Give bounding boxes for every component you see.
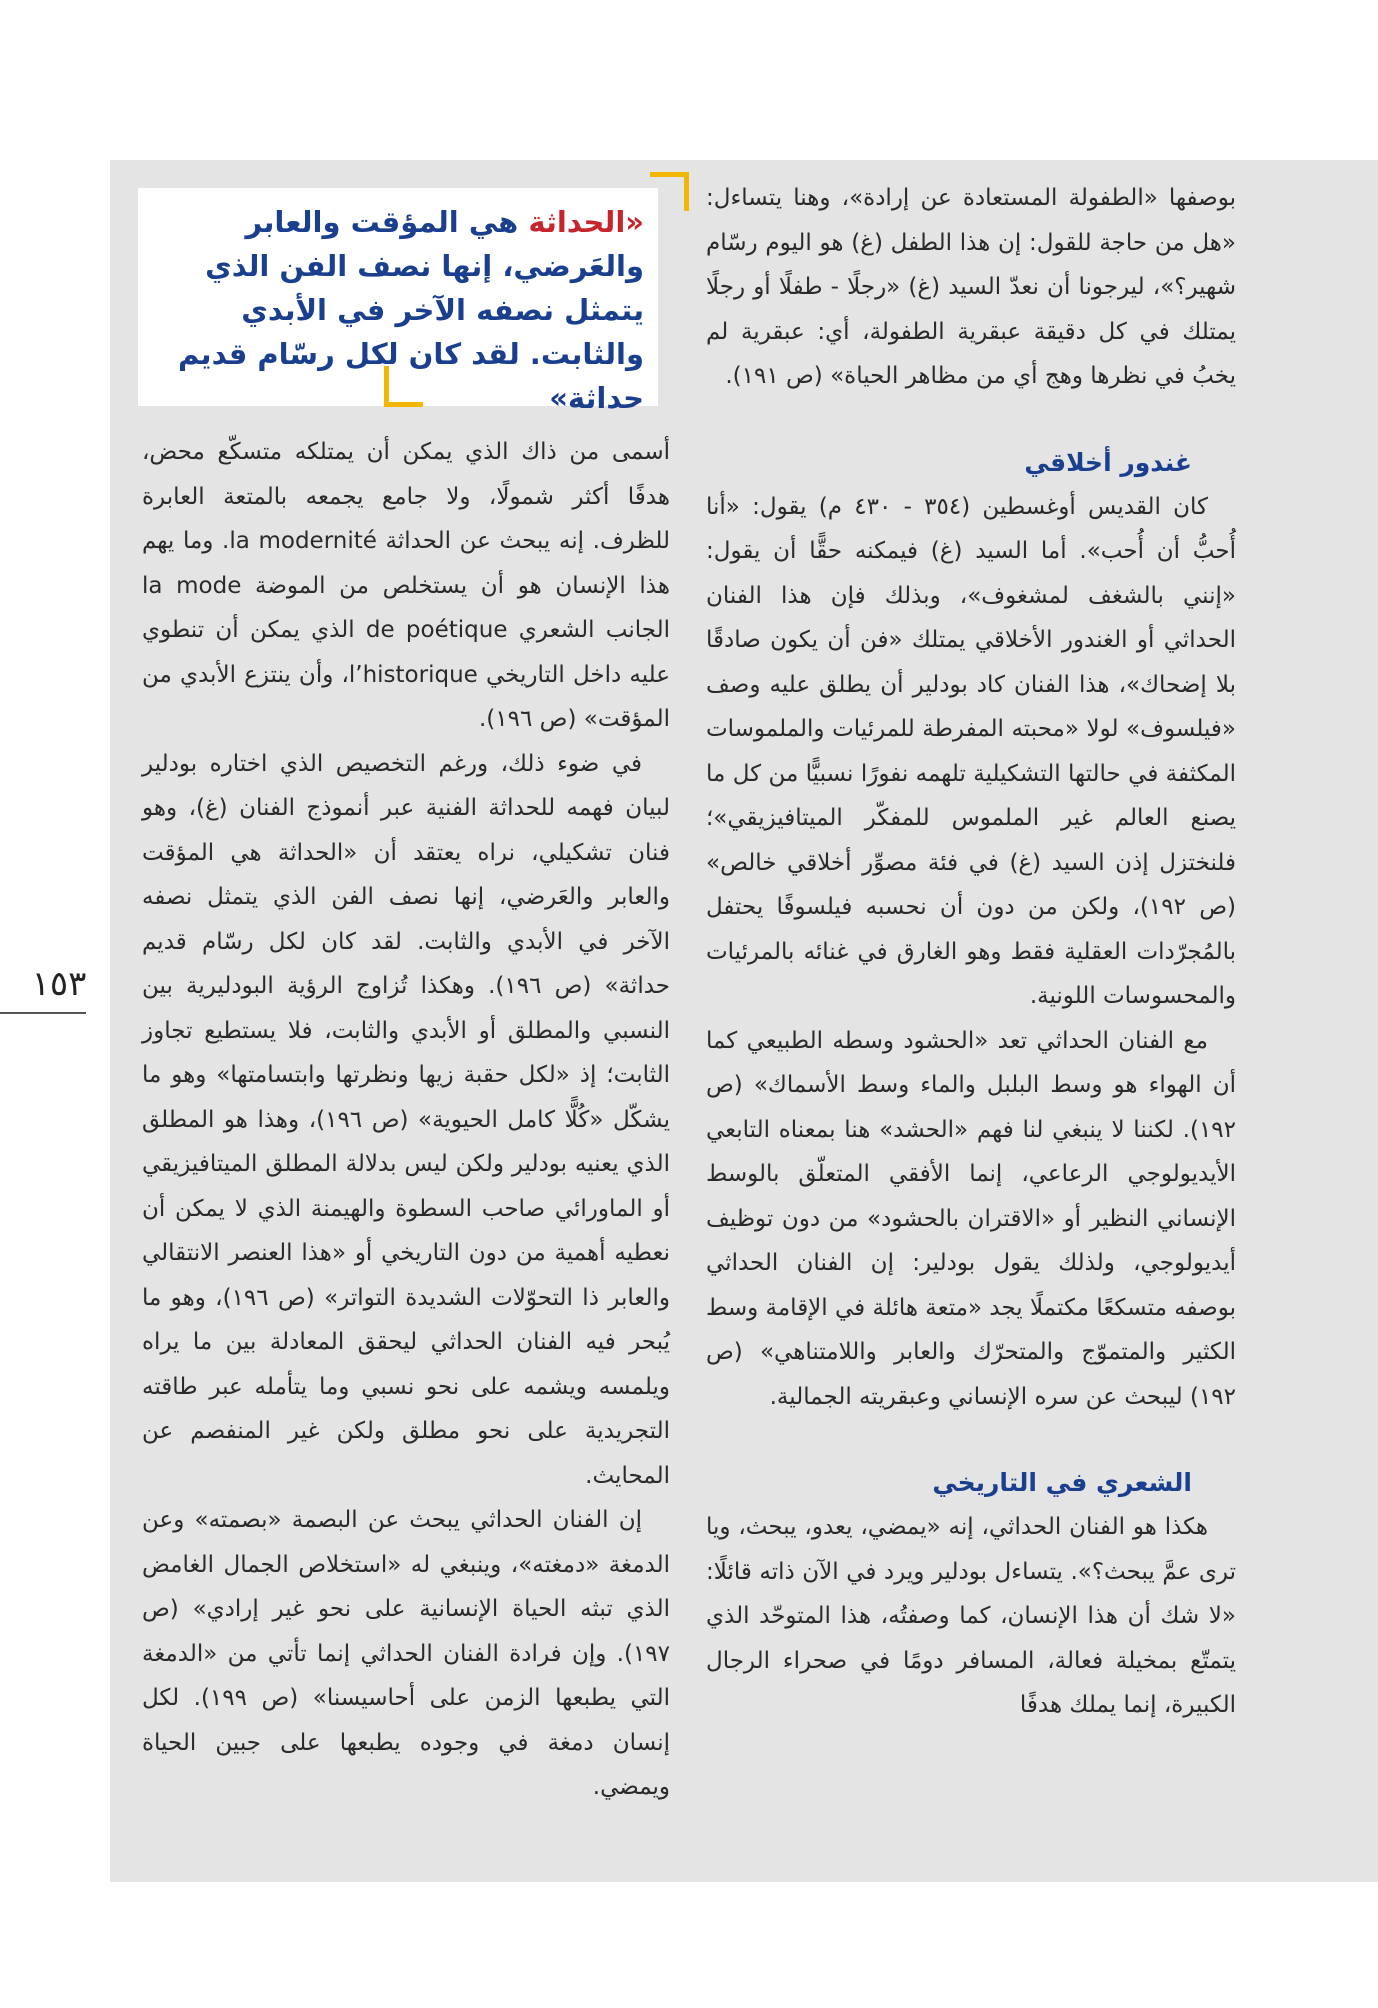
pull-quote-highlight: «الحداثة xyxy=(528,205,644,239)
paragraph: في ضوء ذلك، ورغم التخصيص الذي اختاره بودلير لبيان فهمه للحداثة الفنية عبر أنموذج الفنان (غ)، وهو فنان تشكيلي، نراه يعتقد أن «الحداثة هي المؤقت والعابر والعَرضي، إنها نصف الفن الذي يتمثل نصفه الآخر في الأبدي والثابت. لقد كان لكل رسّام قديم حداثة» (ص ١٩٦). وهكذا تُزاوج الرؤية البودليرية بين النسبي والمطلق أو الأبدي والثابت، فلا يستطيع تجاوز الثابت؛ إذ «لكل حقبة زيها ونظرتها وابتسامتها» وهو ما يشكّل «كُلًّا كامل الحيوية» (ص ١٩٦)، وهذا هو المطلق الذي يعنيه بودلير ولكن ليس بدلالة المطلق الميتافيزيقي أو الماورائي صاحب السطوة والهيمنة الذي لا يمكن أن نعطيه أهمية من دون التاريخي أو «هذا العنصر الانتقالي والعابر ذا التحوّلات الشديدة التواتر» (ص ١٩٦)، وهو ما يُبحر فيه الفنان الحداثي ليحقق المعادلة بين ما يراه ويلمسه ويشمه على نحو نسبي وما يتأمله عبر طاقته التجريدية على نحو مطلق ولكن غير المنفصم عن المحايث. xyxy=(142,750,670,1489)
page-number-rule xyxy=(0,1012,86,1014)
pull-quote-text: هي المؤقت والعابر والعَرضي، إنها نصف الفن الذي يتمثل نصفه الآخر في الأبدي والثابت. لقد كان لكل رسّام قديم حداثة» xyxy=(177,205,644,415)
paragraph: بوصفها «الطفولة المستعادة عن إرادة»، وهنا يتساءل: «هل من حاجة للقول: إن هذا الطفل (غ) هو اليوم رسّام شهير؟»، ليرجونا أن نعدّ السيد (غ) «رجلًا - طفلًا أو رجلًا يمتلك في كل دقيقة عبقرية الطفولة، أي: عبقرية لم يخبُ في نظرها وهج أي من مظاهر الحياة» (ص ١٩١). xyxy=(706,185,1236,389)
page-number: ١٥٣ xyxy=(31,964,87,1004)
right-column xyxy=(706,176,1236,1728)
paragraph: أسمى من ذاك الذي يمكن أن يمتلكه متسكّع محض، هدفًا أكثر شمولًا، ولا جامع يجمعه بالمتعة العابرة للظرف. إنه يبحث عن الحداثة la modernité. وما يهم هذا الإنسان هو أن يستخلص من الموضة la mode الجانب الشعري de poétique الذي يمكن أن تنطوي عليه داخل التاريخي l’historique، وأن ينتزع الأبدي من المؤقت» (ص ١٩٦). xyxy=(142,439,670,732)
section-heading: الشعري في التاريخي xyxy=(932,1468,1192,1497)
paragraph: هكذا هو الفنان الحداثي، إنه «يمضي، يعدو، يبحث، ويا ترى عمَّ يبحث؟». يتساءل بودلير ويرد في الآن ذاته قائلًا: «لا شك أن هذا الإنسان، كما وصفتُه، هذا المتوحّد الذي يتمتّع بمخيلة فعالة، المسافر دومًا في صحراء الرجال الكبيرة، إنما يملك هدفًا xyxy=(706,1514,1236,1718)
left-column xyxy=(142,430,670,1810)
section-heading: غندور أخلاقي xyxy=(1024,447,1192,477)
paragraph: كان القديس أوغسطين (٣٥٤ - ٤٣٠ م) يقول: «أنا أُحبُّ أن أُحب». أما السيد (غ) فيمكنه حقًّا أن يقول: «إنني بالشغف لمشغوف»، وبذلك فإن هذا الفنان الحداثي أو الغندور الأخلاقي يمتلك «فن أن يكون صادقًا بلا إضحاك»، هذا الفنان كاد بودلير أن يطلق عليه وصف «فيلسوف» لولا «محبته المفرطة للمرئيات والملموسات المكثفة في حالتها التشكيلية تلهمه نفورًا نسبيًّا من كل ما يصنع العالم غير الملموس للمفكّر الميتافيزيقي»؛ فلنختزل إذن السيد (غ) في فئة مصوِّر أخلاقي خالص» (ص ١٩٢)، ولكن من دون أن نحسبه فيلسوفًا يحتفل بالمُجرّدات العقلية فقط وهو الغارق في غنائه بالمرئيات والمحسوسات اللونية. xyxy=(706,493,1236,1009)
paragraph: إن الفنان الحداثي يبحث عن البصمة «بصمته» وعن الدمغة «دمغته»، وينبغي له «استخلاص الجمال الغامض الذي تبثه الحياة الإنسانية على نحو غير إرادي» (ص ١٩٧). وإن فرادة الفنان الحداثي إنما تأتي من «الدمغة التي يطبعها الزمن على أحاسيسنا» (ص ١٩٩). لكل إنسان دمغة في وجوده يطبعها على جبين الحياة ويمضي. xyxy=(142,1507,670,1800)
quote-corner-bottom xyxy=(384,366,423,407)
paragraph: مع الفنان الحداثي تعد «الحشود وسطه الطبيعي كما أن الهواء هو وسط البلبل والماء وسط الأسماك» (ص ١٩٢). لكننا لا ينبغي لنا فهم «الحشد» هنا بمعناه التابعي الأيديولوجي الرعاعي، إنما الأفقي المتعلّق بالوسط الإنساني النظير أو «الاقتران بالحشود» من دون توظيف أيديولوجي، ولذلك يقول بودلير: إن الفنان الحداثي بوصفه متسكعًا مكتملًا يجد «متعة هائلة في الإقامة وسط الكثير والمتموّج والمتحرّك والعابر واللامتناهي» (ص ١٩٢) ليبحث عن سره الإنساني وعبقريته الجمالية. xyxy=(706,1027,1236,1410)
quote-corner-top xyxy=(650,172,689,211)
